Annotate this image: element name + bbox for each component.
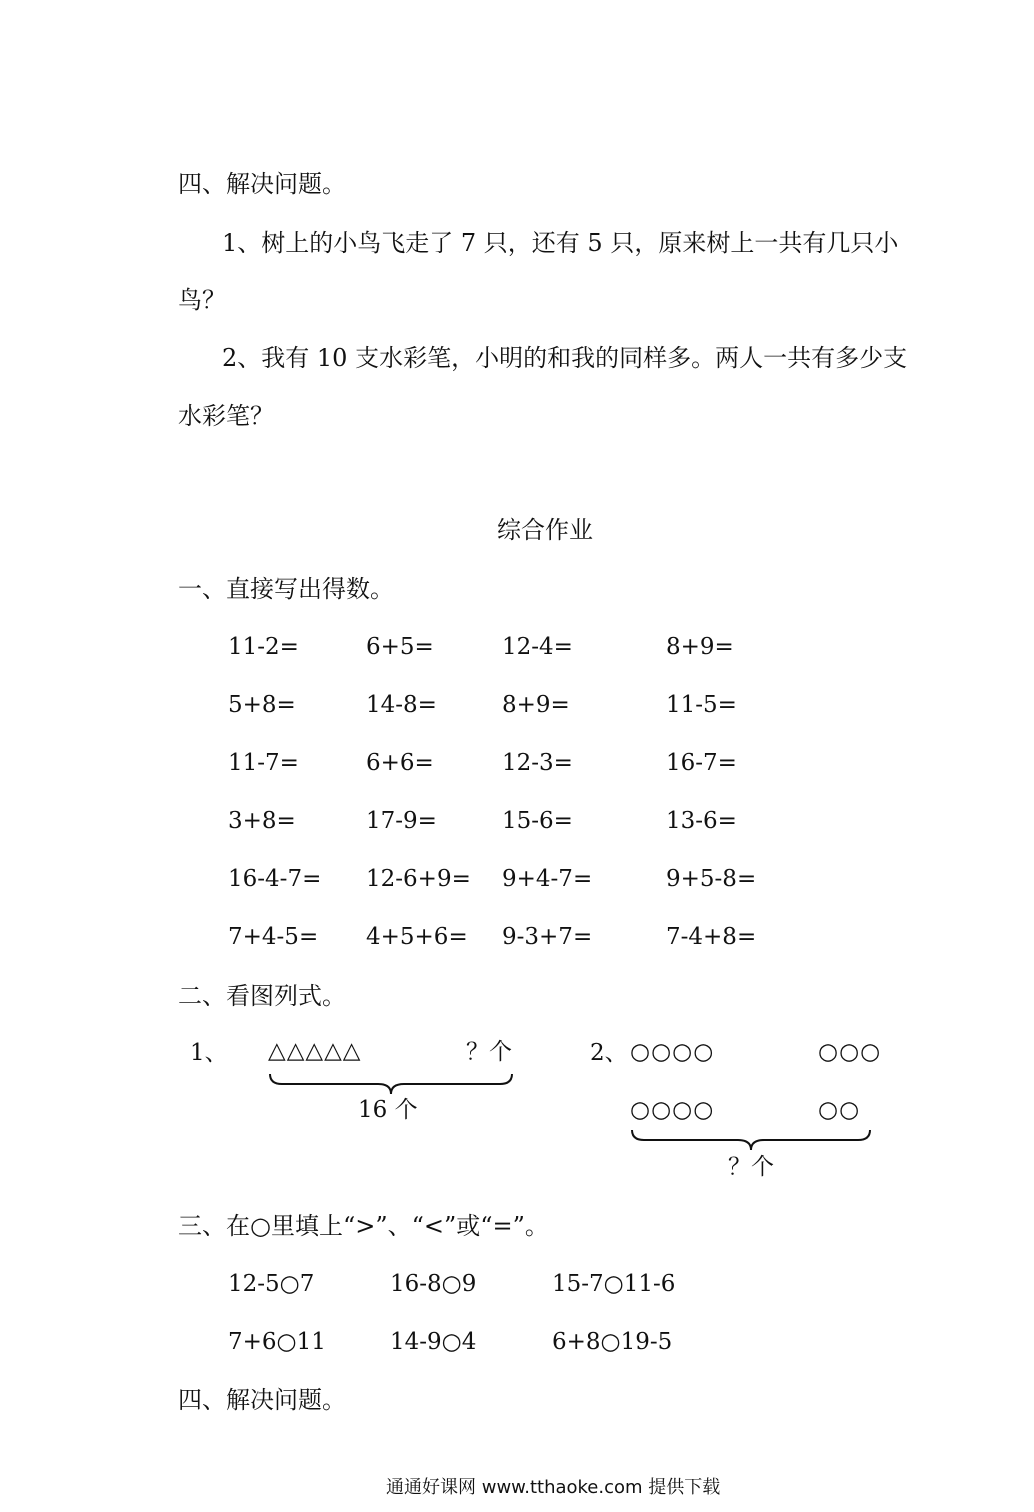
calc-item: 9-3+7=: [502, 924, 593, 950]
circles-row-1-right: ○○○: [818, 1039, 882, 1065]
calc-item: 14-8=: [366, 692, 437, 718]
curly-brace-2: [630, 1128, 874, 1152]
calc-item: 8+9=: [666, 634, 734, 660]
calc-item: 5+8=: [228, 692, 296, 718]
figure-1-number: 1、: [190, 1040, 228, 1066]
problem-1-line-1: 1、树上的小鸟飞走了 7 只，还有 5 只，原来树上一共有几只小: [222, 229, 899, 257]
calc-item: 11-2=: [228, 634, 299, 660]
calc-item: 12-4=: [502, 634, 573, 660]
page-title: 综合作业: [497, 516, 593, 544]
calc-item: 7-4+8=: [666, 924, 757, 950]
calc-item: 12-6+9=: [366, 866, 471, 892]
calc-item: 16-7=: [666, 750, 737, 776]
section-heading-top: 四、解决问题。: [178, 170, 346, 198]
question-count-label: ？个: [466, 1039, 512, 1065]
total-question-label: ？个: [728, 1154, 774, 1180]
calc-item: 9+5-8=: [666, 866, 757, 892]
figure-2-number: 2、: [590, 1040, 628, 1066]
calc-item: 4+5+6=: [366, 924, 468, 950]
problem-2-line-1: 2、我有 10 支水彩笔，小明的和我的同样多。两人一共有多少支: [222, 344, 908, 372]
section-2-heading: 二、看图列式。: [178, 982, 346, 1010]
section-4-heading: 四、解决问题。: [178, 1386, 346, 1414]
compare-item: 16-8○9: [390, 1271, 477, 1297]
footer-source: 通通好课网 www.tthaoke.com 提供下载: [386, 1477, 721, 1498]
total-label-16: 16 个: [358, 1097, 418, 1123]
calc-item: 7+4-5=: [228, 924, 319, 950]
calc-item: 12-3=: [502, 750, 573, 776]
curly-brace-1: [268, 1072, 514, 1096]
section-3-heading: 三、在○里填上“>”、“<”或“=”。: [178, 1212, 549, 1240]
calc-item: 13-6=: [666, 808, 737, 834]
calc-item: 8+9=: [502, 692, 570, 718]
calc-item: 11-5=: [666, 692, 737, 718]
calc-item: 9+4-7=: [502, 866, 593, 892]
calc-item: 16-4-7=: [228, 866, 322, 892]
compare-item: 7+6○11: [228, 1329, 326, 1355]
triangles-group: △△△△△: [268, 1038, 362, 1064]
problem-1-line-2: 鸟？: [178, 286, 226, 314]
compare-item: 6+8○19-5: [552, 1329, 673, 1355]
circles-row-1-left: ○○○○: [630, 1039, 715, 1065]
calc-item: 15-6=: [502, 808, 573, 834]
section-1-heading: 一、直接写出得数。: [178, 575, 394, 603]
compare-item: 12-5○7: [228, 1271, 315, 1297]
calc-item: 17-9=: [366, 808, 437, 834]
problem-2-line-2: 水彩笔？: [178, 402, 274, 430]
calc-item: 6+5=: [366, 634, 434, 660]
circles-row-2-left: ○○○○: [630, 1097, 715, 1123]
compare-item: 15-7○11-6: [552, 1271, 676, 1297]
calc-item: 3+8=: [228, 808, 296, 834]
calc-item: 11-7=: [228, 750, 299, 776]
circles-row-2-right: ○○: [818, 1097, 861, 1123]
calc-item: 6+6=: [366, 750, 434, 776]
compare-item: 14-9○4: [390, 1329, 477, 1355]
